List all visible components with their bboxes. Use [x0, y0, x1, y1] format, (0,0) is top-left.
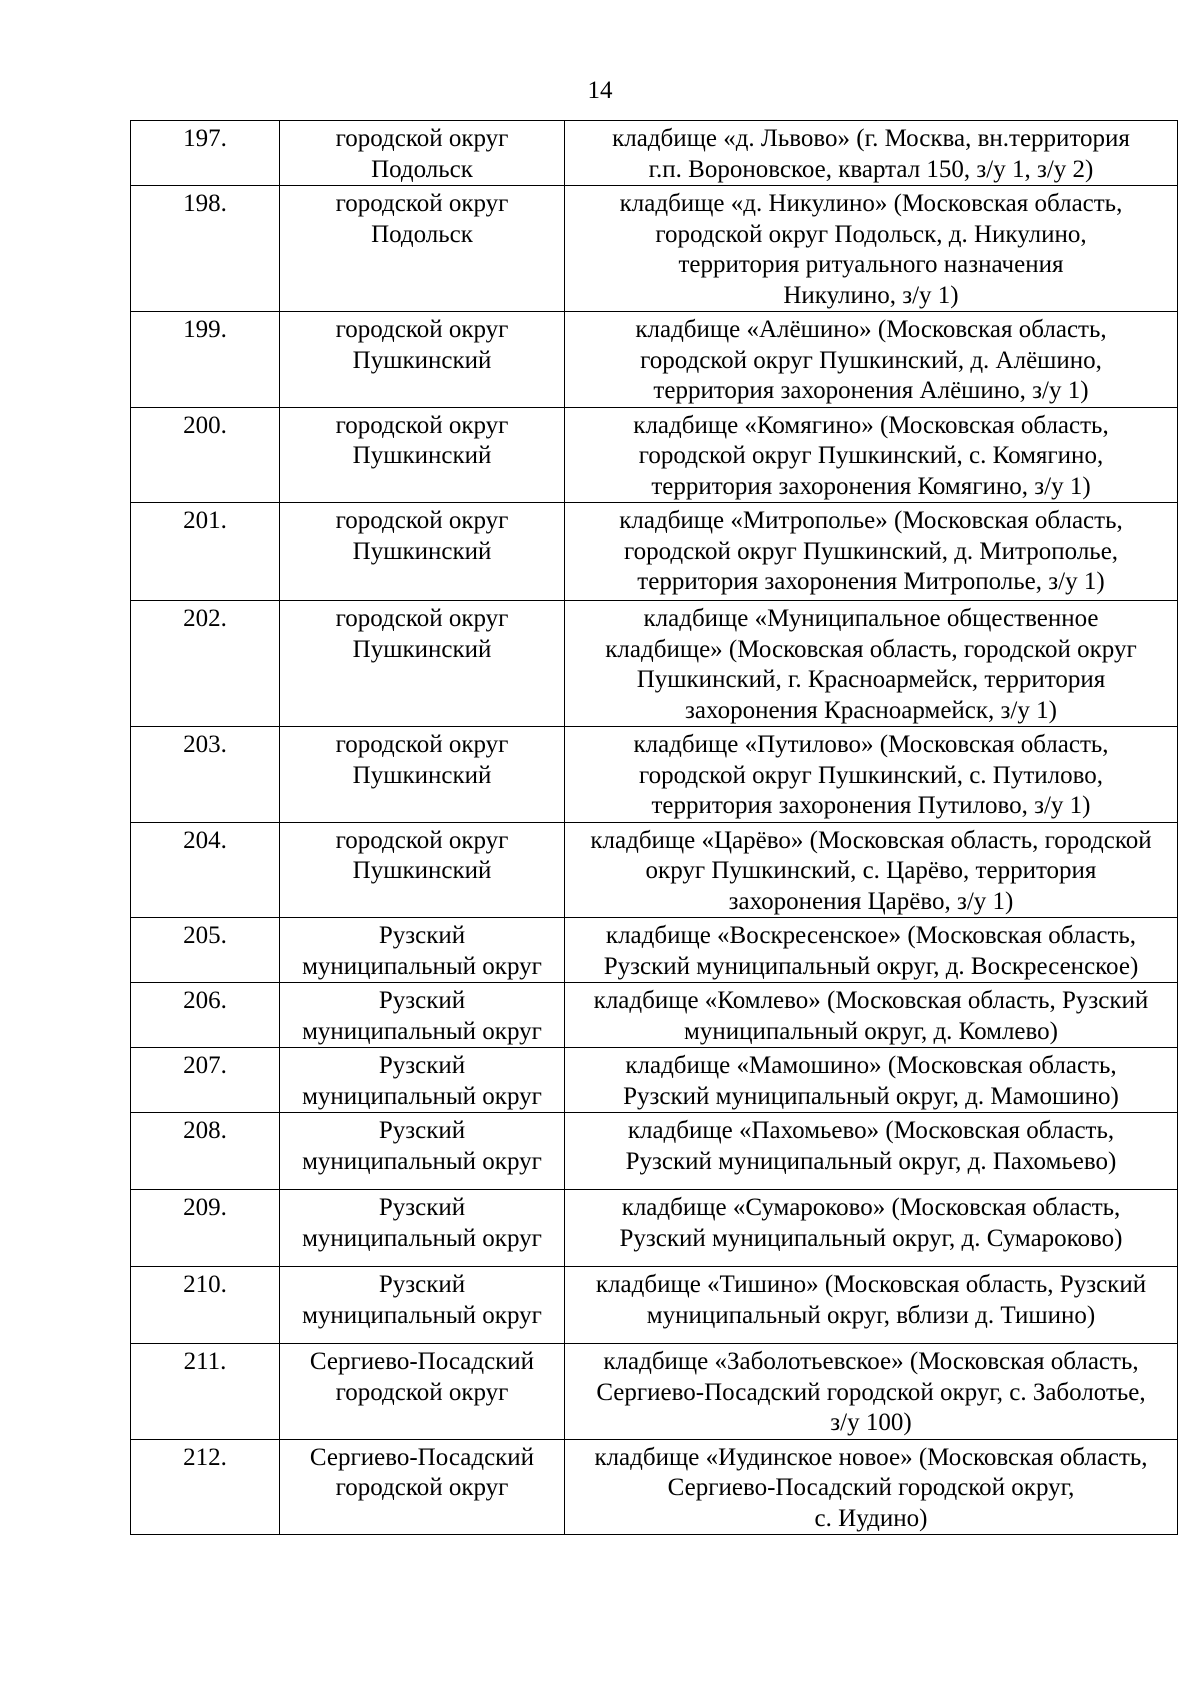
municipality-line: Рузский: [378, 1117, 466, 1144]
cemetery-table-body: [131, 121, 1178, 1535]
table-row: [131, 186, 1178, 312]
cemetery-cell: [565, 186, 1178, 312]
cemetery-line: Сергиево-Посадский городской округ,: [667, 1474, 1075, 1501]
cemetery-line: кладбище «Пахомьево» (Московская область,: [627, 1117, 1115, 1144]
cemetery-line: Рузский муниципальный округ, д. Мамошино): [623, 1082, 1119, 1110]
row-number: 210.: [183, 1271, 227, 1298]
cemetery-line: кладбище «Митрополье» (Московская область,: [619, 507, 1123, 534]
cemetery-cell: [565, 1344, 1178, 1440]
row-number-cell: [131, 1267, 280, 1344]
cemetery-cell: [565, 918, 1178, 983]
cemetery-table: [130, 120, 1178, 1535]
row-number: 209.: [183, 1194, 227, 1221]
table-row: [131, 1048, 1178, 1113]
table-row: [131, 1267, 1178, 1344]
row-number: 204.: [183, 826, 227, 854]
table-row: [131, 1439, 1178, 1535]
municipality-line: Рузский: [378, 1194, 466, 1221]
row-number-cell: [131, 1439, 280, 1535]
municipality-line: городской округ: [335, 826, 509, 854]
municipality-cell: [280, 312, 565, 408]
cemetery-line: территория захоронения Путилово, з/у 1): [651, 792, 1091, 819]
row-number-cell: [131, 727, 280, 823]
cemetery-line: кладбище «Воскресенское» (Московская область,: [605, 922, 1137, 949]
cemetery-line: кладбище «Путилово» (Московская область,: [633, 731, 1109, 758]
cemetery-cell: [565, 312, 1178, 408]
cemetery-line: кладбище «Тишино» (Московская область, Рузский: [595, 1271, 1147, 1298]
municipality-line: муниципальный округ: [302, 1147, 542, 1175]
municipality-line: городской округ: [335, 411, 509, 439]
row-number-cell: [131, 1113, 280, 1190]
row-number: 211.: [183, 1348, 227, 1375]
cemetery-line: кладбище «Сумароково» (Московская область,: [621, 1194, 1121, 1221]
municipality-cell: [280, 1439, 565, 1535]
row-number-cell: [131, 1048, 280, 1113]
table-row: [131, 918, 1178, 983]
row-number: 208.: [183, 1117, 227, 1144]
cemetery-line: городской округ Пушкинский, д. Митрополье,: [623, 537, 1119, 565]
row-number: 206.: [183, 987, 227, 1014]
cemetery-line: округ Пушкинский, с. Царёво, территория: [645, 857, 1097, 884]
municipality-cell: [280, 918, 565, 983]
municipality-line: муниципальный округ: [302, 1017, 542, 1045]
table-row: [131, 1113, 1178, 1190]
table-row: [131, 601, 1178, 727]
cemetery-cell: [565, 1439, 1178, 1535]
table-row: [131, 312, 1178, 408]
municipality-line: Подольск: [371, 155, 473, 183]
cemetery-line: кладбище «Мамошино» (Московская область,: [625, 1052, 1117, 1079]
row-number-cell: [131, 822, 280, 918]
municipality-line: городской округ: [335, 190, 509, 217]
cemetery-cell: [565, 1190, 1178, 1267]
cemetery-line: муниципальный округ, вблизи д. Тишино): [646, 1301, 1096, 1329]
municipality-line: Сергиево-Посадский: [309, 1348, 535, 1375]
municipality-cell: [280, 727, 565, 823]
table-row: [131, 121, 1178, 186]
row-number: 199.: [183, 316, 227, 343]
row-number-cell: [131, 1344, 280, 1440]
cemetery-line: Рузский муниципальный округ, д. Воскресенское): [603, 952, 1139, 980]
municipality-line: городской округ: [335, 507, 509, 534]
row-number-cell: [131, 121, 280, 186]
cemetery-line: Рузский муниципальный округ, д. Сумароково): [619, 1224, 1123, 1252]
table-row: [131, 983, 1178, 1048]
cemetery-line: территория захоронения Комягино, з/у 1): [651, 472, 1091, 500]
cemetery-line: кладбище «Заболотьевское» (Московская область,: [603, 1348, 1139, 1375]
municipality-line: Пушкинский: [352, 442, 492, 469]
municipality-line: Подольск: [371, 220, 473, 248]
municipality-line: муниципальный округ: [302, 952, 542, 980]
row-number-cell: [131, 918, 280, 983]
cemetery-line: городской округ Пушкинский, с. Путилово,: [638, 761, 1104, 789]
municipality-cell: [280, 983, 565, 1048]
cemetery-line: захоронения Красноармейск, з/у 1): [685, 696, 1057, 724]
municipality-line: Рузский: [378, 987, 466, 1014]
municipality-cell: [280, 1048, 565, 1113]
municipality-cell: [280, 1344, 565, 1440]
row-number-cell: [131, 407, 280, 503]
row-number: 197.: [183, 125, 227, 152]
table-row: [131, 407, 1178, 503]
cemetery-line: городской округ Подольск, д. Никулино,: [655, 220, 1087, 248]
municipality-line: Пушкинский: [352, 635, 492, 663]
cemetery-cell: [565, 1113, 1178, 1190]
cemetery-line: кладбище» (Московская область, городской округ: [605, 635, 1137, 663]
cemetery-line: городской округ Пушкинский, с. Комягино,: [638, 442, 1104, 469]
municipality-line: городской округ: [335, 125, 509, 152]
cemetery-line: кладбище «Алёшино» (Московская область,: [635, 316, 1107, 343]
municipality-line: городской округ: [335, 316, 509, 343]
cemetery-line: территория ритуального назначения: [678, 251, 1064, 278]
row-number: 202.: [183, 605, 227, 632]
cemetery-cell: [565, 121, 1178, 186]
row-number: 205.: [183, 922, 227, 949]
municipality-cell: [280, 1113, 565, 1190]
row-number: 203.: [183, 731, 227, 758]
table-row: [131, 503, 1178, 601]
row-number: 201.: [183, 507, 227, 534]
cemetery-line: городской округ Пушкинский, д. Алёшино,: [640, 346, 1102, 374]
municipality-line: Сергиево-Посадский: [309, 1443, 535, 1471]
municipality-cell: [280, 121, 565, 186]
municipality-line: Рузский: [378, 1271, 466, 1298]
municipality-cell: [280, 407, 565, 503]
cemetery-line: территория захоронения Митрополье, з/у 1): [637, 568, 1105, 595]
table-row: [131, 1190, 1178, 1267]
row-number-cell: [131, 601, 280, 727]
cemetery-cell: [565, 407, 1178, 503]
row-number: 198.: [183, 190, 227, 217]
municipality-line: городской округ: [335, 605, 509, 632]
cemetery-cell: [565, 601, 1178, 727]
cemetery-line: кладбище «Комлево» (Московская область, Рузский: [593, 987, 1149, 1014]
municipality-cell: [280, 1190, 565, 1267]
cemetery-line: кладбище «Царёво» (Московская область, городской: [590, 826, 1152, 854]
municipality-line: городской округ: [335, 1474, 509, 1501]
row-number-cell: [131, 503, 280, 601]
table-row: [131, 822, 1178, 918]
municipality-line: Пушкинский: [352, 761, 492, 789]
municipality-line: Пушкинский: [352, 346, 492, 374]
cemetery-line: территория захоронения Алёшино, з/у 1): [653, 377, 1089, 404]
row-number-cell: [131, 186, 280, 312]
municipality-line: муниципальный округ: [302, 1301, 542, 1329]
municipality-cell: [280, 601, 565, 727]
municipality-cell: [280, 503, 565, 601]
municipality-cell: [280, 186, 565, 312]
cemetery-line: Никулино, з/у 1): [783, 281, 959, 309]
row-number-cell: [131, 983, 280, 1048]
municipality-line: городской округ: [335, 731, 509, 758]
municipality-line: муниципальный округ: [302, 1082, 542, 1110]
cemetery-line: кладбище «Иудинское новое» (Московская область,: [594, 1443, 1148, 1471]
table-row: [131, 1344, 1178, 1440]
municipality-line: Рузский: [378, 922, 466, 949]
cemetery-line: с. Иудино): [814, 1504, 928, 1532]
cemetery-line: муниципальный округ, д. Комлево): [684, 1017, 1058, 1045]
row-number-cell: [131, 312, 280, 408]
cemetery-cell: [565, 503, 1178, 601]
page-number: 14: [587, 77, 613, 104]
cemetery-line: кладбище «Комягино» (Московская область,: [633, 411, 1109, 439]
municipality-line: муниципальный округ: [302, 1224, 542, 1252]
cemetery-line: кладбище «Муниципальное общественное: [643, 605, 1099, 632]
cemetery-line: кладбище «д. Никулино» (Московская область,: [619, 190, 1123, 217]
cemetery-line: Пушкинский, г. Красноармейск, территория: [636, 666, 1106, 693]
cemetery-line: захоронения Царёво, з/у 1): [728, 887, 1014, 915]
cemetery-line: Рузский муниципальный округ, д. Пахомьево): [625, 1147, 1117, 1175]
municipality-cell: [280, 822, 565, 918]
municipality-cell: [280, 1267, 565, 1344]
row-number: 212.: [183, 1443, 227, 1471]
cemetery-line: Сергиево-Посадский городской округ, с. Заболотье,: [596, 1378, 1146, 1406]
municipality-line: Пушкинский: [352, 857, 492, 884]
cemetery-cell: [565, 727, 1178, 823]
row-number-cell: [131, 1190, 280, 1267]
row-number: 207.: [183, 1052, 227, 1079]
row-number: 200.: [183, 411, 227, 439]
cemetery-line: г.п. Вороновское, квартал 150, з/у 1, з/у 2): [648, 155, 1094, 183]
municipality-line: Пушкинский: [352, 537, 492, 565]
cemetery-cell: [565, 1048, 1178, 1113]
municipality-line: Рузский: [378, 1052, 466, 1079]
table-row: [131, 727, 1178, 823]
cemetery-line: кладбище «д. Львово» (г. Москва, вн.территория: [612, 125, 1130, 152]
cemetery-cell: [565, 983, 1178, 1048]
cemetery-cell: [565, 822, 1178, 918]
cemetery-cell: [565, 1267, 1178, 1344]
cemetery-line: з/у 100): [830, 1409, 912, 1436]
municipality-line: городской округ: [335, 1378, 509, 1406]
